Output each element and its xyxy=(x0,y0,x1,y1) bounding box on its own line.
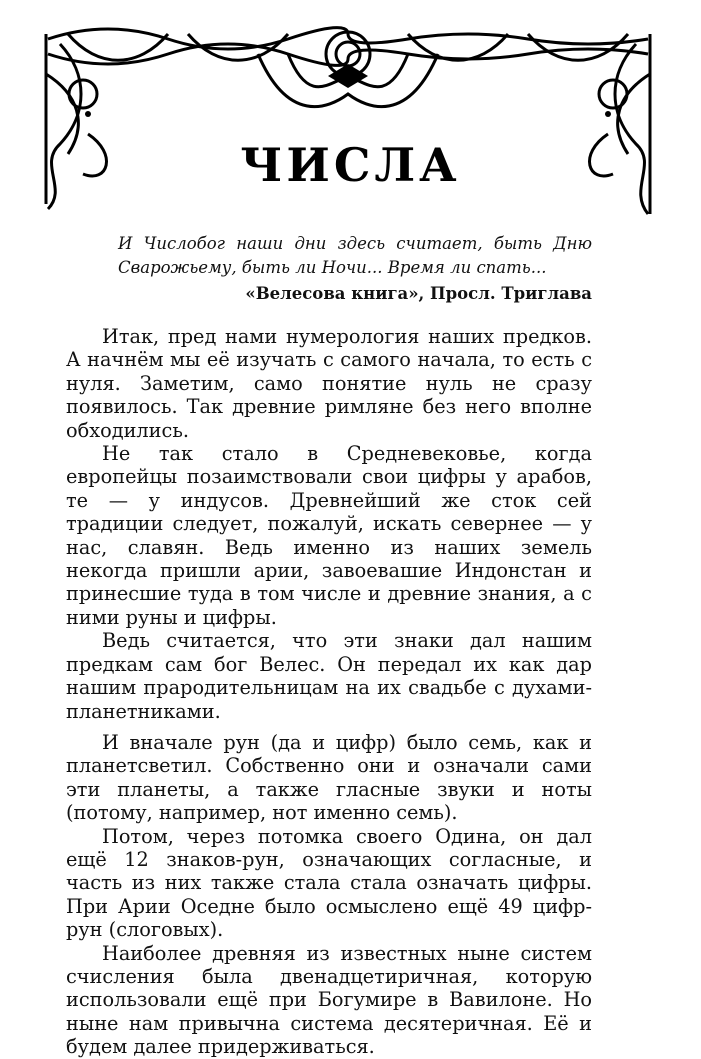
paragraph: Ведь считается, что эти знаки дал нашим предкам сам бог Велес. Он передал их как дар нашим прародительницам на их свадьбе с духами-планетниками. xyxy=(66,629,592,723)
paragraph: Потом, через потомка своего Одина, он дал ещё 12 знаков-рун, означающих согласные, и часть из них также стала стала означать цифры. При Арии Оседне было осмыслено ещё 49 цифр-рун (слоговых). xyxy=(66,824,592,942)
celtic-knot-border-ornament xyxy=(28,14,668,224)
body-text xyxy=(66,325,592,1059)
chapter-title: ЧИСЛА xyxy=(240,138,461,192)
paragraph: Не так стало в Средневековье, когда европейцы позаимствовали свои цифры у арабов, те — у индусов. Древнейший же сток сей традиции следует, пожалуй, искать севернее — у нас, славян. Ведь именно из наших земель некогда пришли арии, завоевашие Индонстан и принесшие туда в том числе и древние знания, а с ними руны и цифры. xyxy=(66,442,592,629)
epigraph xyxy=(118,232,592,306)
epigraph-source: «Велесова книга», Просл. Триглава xyxy=(245,284,592,303)
epigraph-text: И Числобог наши дни здесь считает, быть Дню Сварожьему, быть ли Ночи... Время ли спать... xyxy=(118,234,592,277)
paragraph: И вначале рун (да и цифр) было семь, как и планетсветил. Собственно они и означали сами эти планеты, а также гласные звуки и ноты (потому, например, нот именно семь). xyxy=(66,730,592,825)
paragraph: Наиболее древняя из известных ныне систем счисления была двенадцетиричная, которую использовали ещё при Богумире в Вавилоне. Но ныне нам привычна система десятеричная. Её и будем далее придерживаться. xyxy=(66,941,592,1059)
paragraph: Итак, пред нами нумерология наших предков. А начнём мы её изучать с самого начала, то есть с нуля. Заметим, само понятие нуль не сразу появилось. Так древние римляне без него вполне обходились. xyxy=(66,325,592,442)
